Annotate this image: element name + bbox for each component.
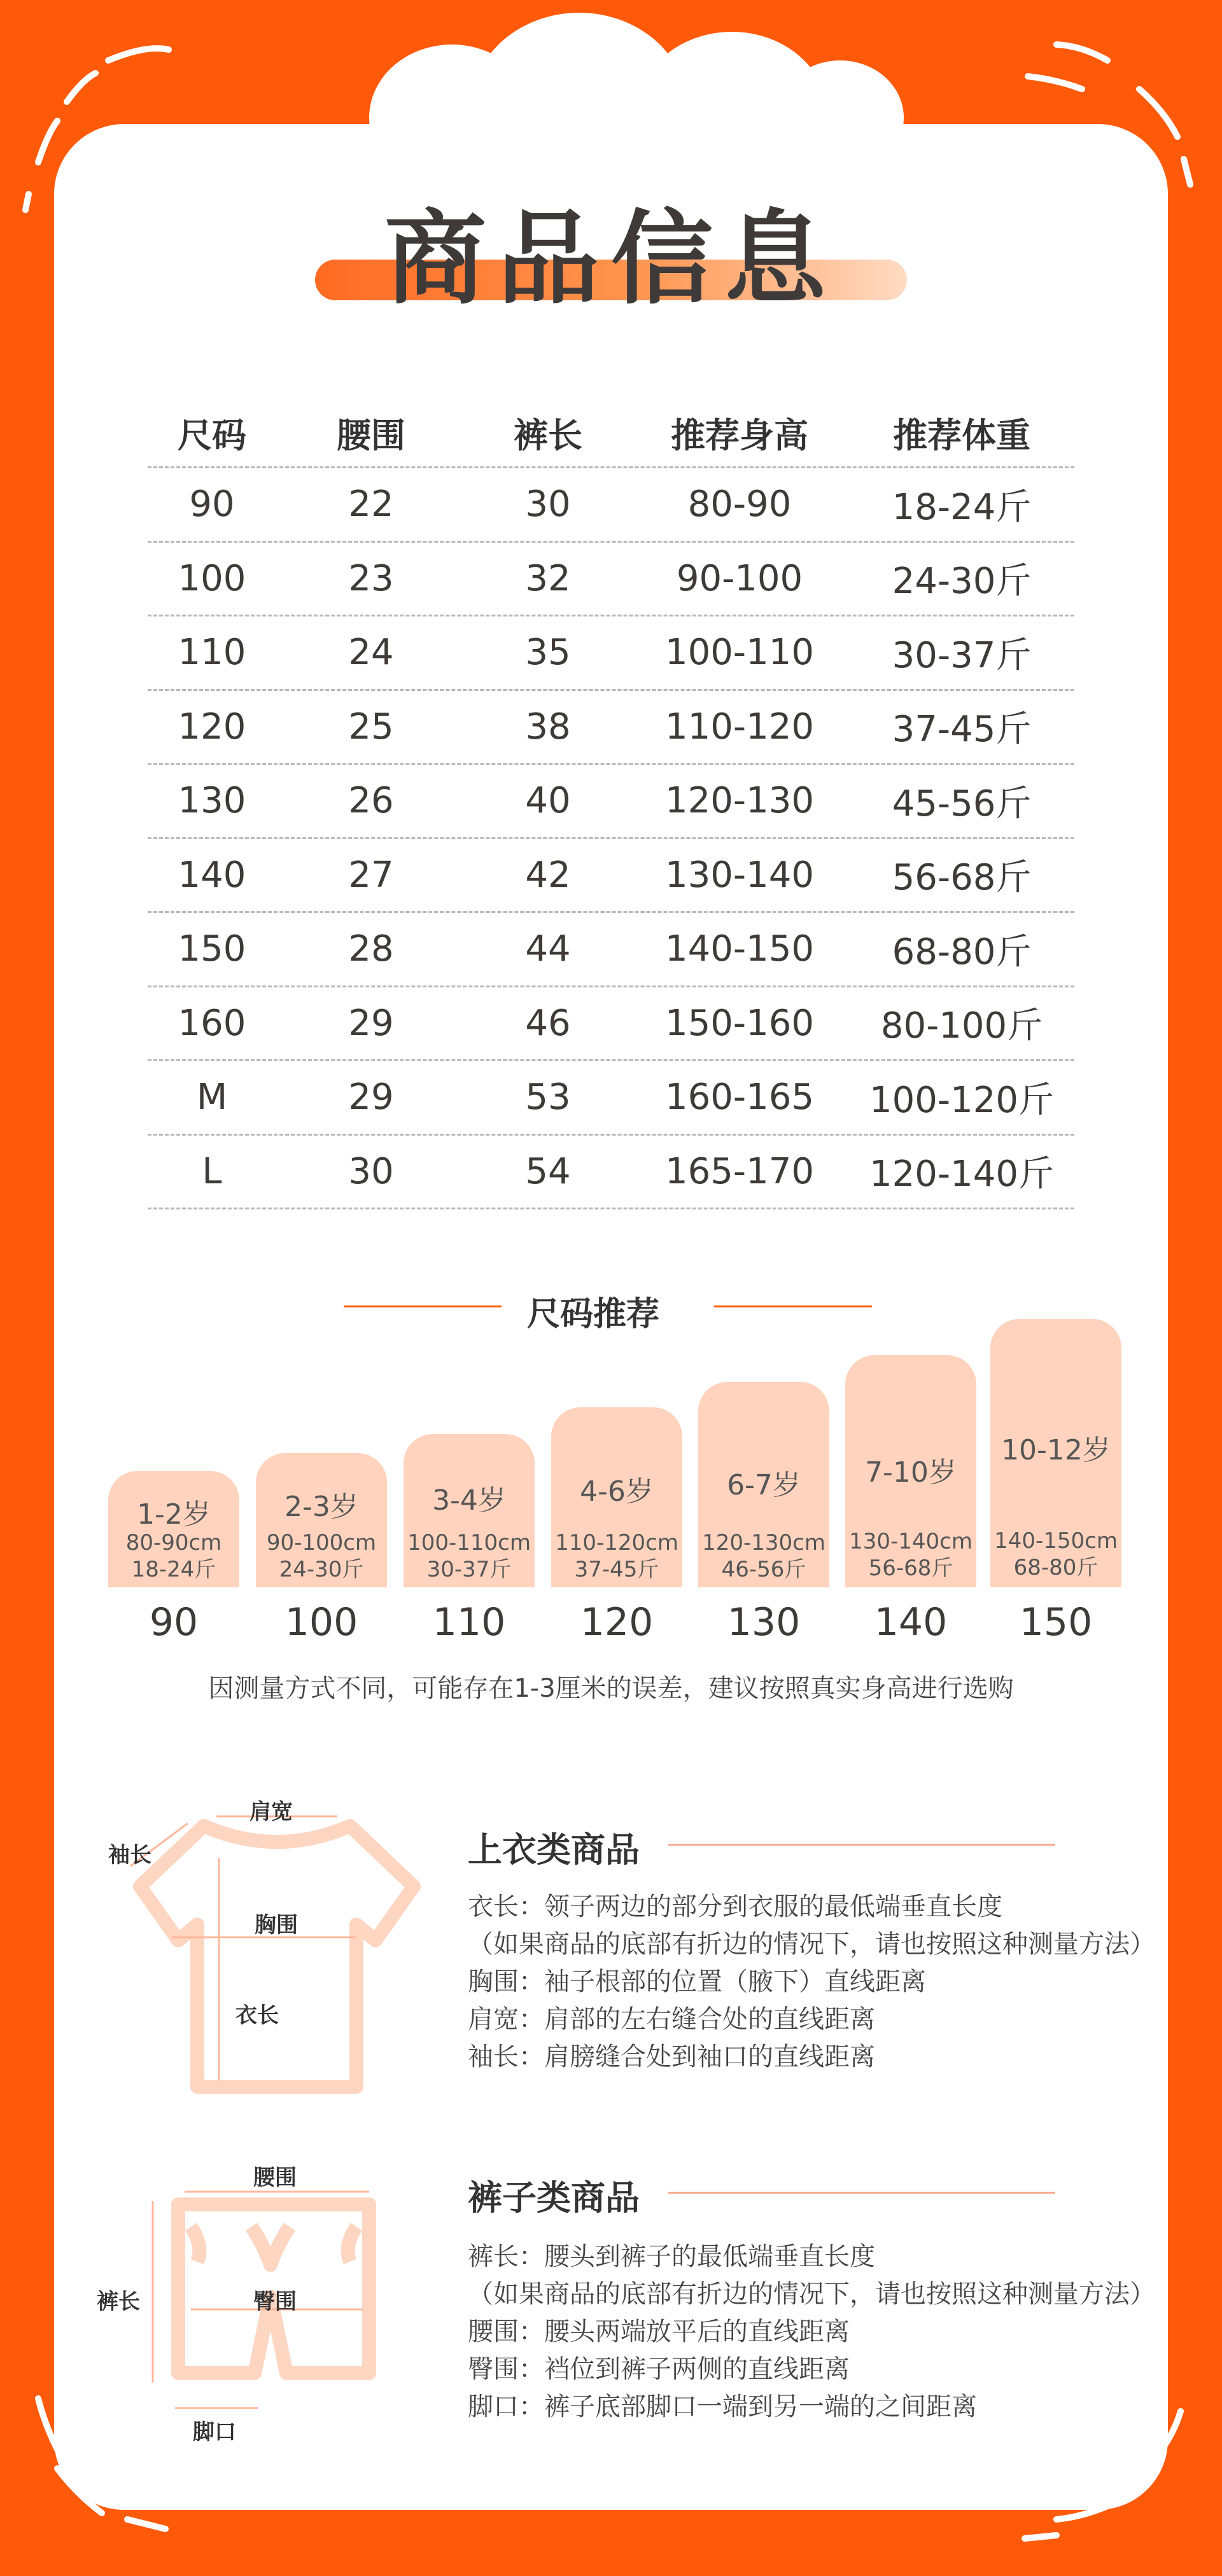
height-range: 110-120cm — [555, 1530, 678, 1556]
pants-diagram — [127, 2189, 446, 2475]
age-label: 10-12岁 — [1001, 1434, 1111, 1466]
table-cell: 90 — [189, 484, 235, 526]
weight-range: 37-45斤 — [574, 1557, 659, 1582]
table-row — [148, 691, 1074, 765]
table-cell: 29 — [348, 1076, 394, 1118]
age-bar — [845, 1355, 976, 1587]
tops-section-title: 上衣类商品 — [468, 1830, 640, 1870]
age-label: 4-6岁 — [580, 1475, 654, 1508]
weight-range: 30-37斤 — [426, 1557, 512, 1582]
table-cell: 110 — [178, 632, 246, 674]
table-cell: 27 — [348, 854, 394, 896]
table-cell: 165-170 — [665, 1150, 814, 1192]
header-cell: 尺码 — [178, 415, 246, 456]
table-cell: 29 — [348, 1002, 394, 1044]
table-cell: 22 — [348, 484, 394, 526]
height-range: 130-140cm — [849, 1529, 973, 1554]
bar-size-label: 140 — [874, 1600, 948, 1645]
tops-line: 肩宽：肩部的左右缝合处的直线距离 — [468, 2005, 875, 2034]
table-cell: 24-30斤 — [892, 560, 1032, 602]
age-bar — [108, 1471, 239, 1587]
table-cell: 68-80斤 — [892, 931, 1032, 973]
table-cell: 28 — [348, 928, 394, 970]
weight-range: 24-30斤 — [279, 1557, 364, 1582]
age-label: 1-2岁 — [137, 1498, 211, 1531]
header-cell: 腰围 — [337, 415, 405, 456]
pants-title-line — [668, 2192, 1055, 2194]
tops-line: （如果商品的底部有折边的情况下，请也按照这种测量方法） — [468, 1930, 1155, 1959]
weight-range: 56-68斤 — [868, 1556, 953, 1581]
table-cell: 30 — [525, 484, 571, 526]
bar-size-label: 110 — [432, 1600, 506, 1645]
table-cell: 25 — [348, 706, 394, 748]
size-table — [148, 417, 1074, 1209]
tops-line: 袖长：肩膀缝合处到袖口的直线距离 — [468, 2042, 875, 2071]
table-cell: 44 — [525, 928, 571, 970]
section-divider-left — [344, 1305, 502, 1307]
table-cell: 45-56斤 — [892, 783, 1032, 825]
table-cell: 150-160 — [665, 1002, 814, 1044]
header-cell: 裤长 — [514, 415, 582, 456]
age-bar — [990, 1319, 1121, 1587]
age-bar — [256, 1453, 387, 1587]
weight-range: 68-80斤 — [1013, 1555, 1099, 1580]
height-range: 100-110cm — [407, 1530, 531, 1556]
chest-label: 胸围 — [255, 1912, 298, 1938]
height-range: 80-90cm — [125, 1530, 222, 1556]
table-cell: 40 — [525, 780, 571, 822]
section-divider-right — [714, 1305, 872, 1307]
table-cell: 90-100 — [676, 557, 803, 599]
page-title: 商品信息 — [384, 199, 838, 318]
age-label: 3-4岁 — [432, 1484, 506, 1517]
hip-label: 臀围 — [253, 2289, 297, 2315]
table-row — [148, 468, 1074, 543]
table-cell: 30 — [348, 1150, 394, 1192]
pants-line: 腰围：腰头两端放平后的直线距离 — [468, 2317, 850, 2346]
header-cell: 推荐身高 — [671, 415, 808, 456]
waist-label: 腰围 — [253, 2165, 297, 2190]
table-row — [148, 1136, 1074, 1210]
pants-line: （如果商品的底部有折边的情况下，请也按照这种测量方法） — [468, 2280, 1155, 2309]
table-cell: 120-140斤 — [869, 1153, 1054, 1195]
pants-line: 裤长：腰头到裤子的最低端垂直长度 — [468, 2242, 875, 2271]
table-cell: 46 — [525, 1002, 571, 1044]
table-cell: 160 — [178, 1002, 246, 1044]
age-bar — [551, 1407, 682, 1587]
measurement-note: 因测量方式不同，可能存在1-3厘米的误差，建议按照真实身高进行选购 — [208, 1674, 1014, 1703]
table-cell: 120-130 — [665, 780, 814, 822]
table-row — [148, 765, 1074, 839]
height-range: 140-150cm — [994, 1528, 1118, 1554]
table-row — [148, 913, 1074, 987]
table-header-row — [148, 417, 1074, 468]
bar-size-label: 150 — [1019, 1600, 1093, 1645]
pants-line: 脚口：裤子底部脚口一端到另一端的之间距离 — [468, 2392, 977, 2421]
bar-size-label: 130 — [727, 1600, 801, 1645]
table-cell: 54 — [525, 1150, 571, 1192]
table-cell: 140-150 — [665, 928, 814, 970]
age-bar — [698, 1382, 829, 1587]
table-cell: 110-120 — [665, 706, 814, 748]
table-cell: 100-120斤 — [869, 1079, 1054, 1121]
table-cell: 140 — [178, 854, 246, 896]
table-cell: 100-110 — [665, 632, 814, 674]
length-label: 衣长 — [235, 2003, 279, 2028]
table-cell: L — [202, 1150, 222, 1192]
table-cell: 100 — [178, 557, 246, 599]
table-cell: 80-100斤 — [880, 1005, 1043, 1047]
table-row — [148, 616, 1074, 691]
table-cell: 38 — [525, 706, 571, 748]
shoulder-label: 肩宽 — [249, 1799, 293, 1825]
height-range: 120-130cm — [702, 1530, 825, 1556]
hem-label: 脚口 — [193, 2419, 236, 2445]
table-cell: M — [196, 1076, 228, 1118]
table-cell: 23 — [348, 557, 394, 599]
tops-title-line — [668, 1844, 1055, 1846]
table-cell: 53 — [525, 1076, 571, 1118]
tops-line: 衣长：领子两边的部分到衣服的最低端垂直长度 — [468, 1892, 1002, 1921]
bar-size-label: 90 — [149, 1600, 199, 1645]
table-row — [148, 987, 1074, 1062]
table-cell: 42 — [525, 854, 571, 896]
sleeve-label: 袖长 — [108, 1842, 151, 1868]
table-cell: 56-68斤 — [892, 857, 1032, 899]
table-cell: 18-24斤 — [892, 486, 1032, 528]
table-cell: 30-37斤 — [892, 634, 1032, 676]
bar-size-label: 100 — [284, 1600, 358, 1645]
pants-length-label: 裤长 — [97, 2289, 140, 2315]
table-cell: 130-140 — [665, 854, 814, 896]
weight-range: 18-24斤 — [131, 1557, 216, 1582]
pants-section-title: 裤子类商品 — [468, 2178, 640, 2218]
table-cell: 150 — [178, 928, 246, 970]
age-bar — [404, 1434, 535, 1587]
table-cell: 24 — [348, 632, 394, 674]
table-row — [148, 543, 1074, 617]
table-cell: 26 — [348, 780, 394, 822]
table-cell: 160-165 — [665, 1076, 814, 1118]
table-row — [148, 1061, 1074, 1136]
age-label: 7-10岁 — [865, 1456, 957, 1489]
section-title-recommend: 尺码推荐 — [527, 1295, 660, 1333]
table-cell: 80-90 — [687, 484, 792, 526]
table-cell: 35 — [525, 632, 571, 674]
pants-line: 臀围：裆位到裤子两侧的直线距离 — [468, 2355, 850, 2384]
weight-range: 46-56斤 — [721, 1557, 806, 1582]
table-cell: 130 — [178, 780, 246, 822]
bar-size-label: 120 — [580, 1600, 654, 1645]
table-cell: 37-45斤 — [892, 709, 1032, 751]
header-cell: 推荐体重 — [893, 415, 1030, 456]
age-label: 6-7岁 — [727, 1469, 801, 1501]
age-label: 2-3岁 — [284, 1491, 358, 1523]
table-cell: 120 — [178, 706, 246, 748]
height-range: 90-100cm — [266, 1530, 377, 1556]
tops-line: 胸围：袖子根部的位置（腋下）直线距离 — [468, 1967, 926, 1996]
tshirt-diagram — [108, 1800, 426, 2119]
table-row — [148, 839, 1074, 914]
table-cell: 32 — [525, 557, 571, 599]
